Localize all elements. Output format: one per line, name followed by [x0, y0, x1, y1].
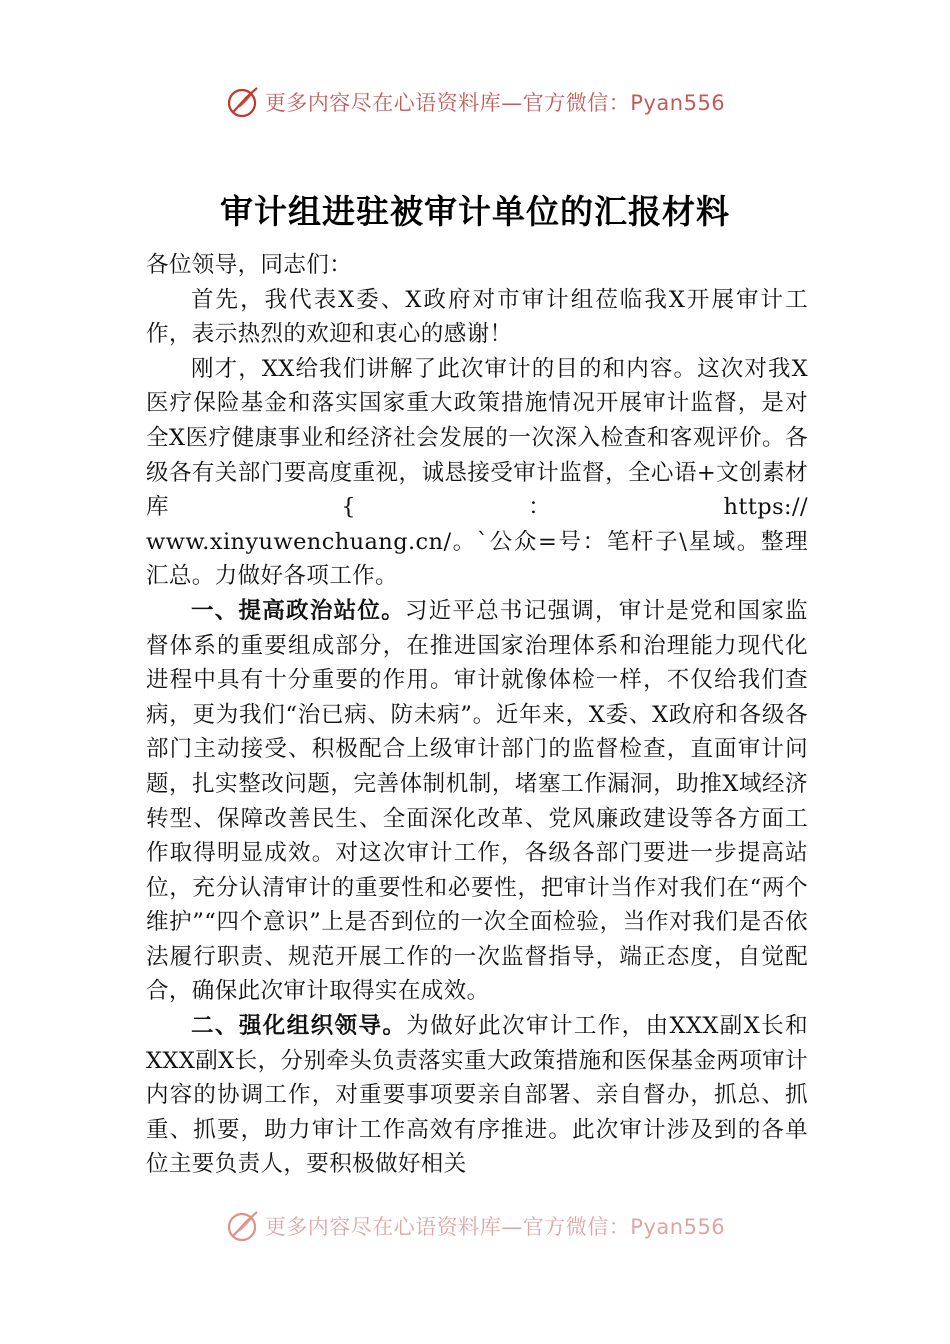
section-heading: 一、提高政治站位。 [191, 597, 405, 624]
document-title: 审计组进驻被审计单位的汇报材料 [220, 192, 730, 231]
feather-logo-icon [225, 1208, 261, 1244]
header-watermark [0, 82, 950, 122]
footer-watermark [0, 1208, 950, 1244]
feather-logo-icon [225, 84, 261, 120]
salutation: 各位领导，同志们： [146, 252, 353, 278]
section-text: 为做好此次审计工作，由XXX副X长和XXX副X长，分别牵头负责落实重大政策措施和医保基金两项审计内容的协调工作，对重要事项要亲自部署、亲自督办，抓总、抓重、抓要，助力审计工作高效有序推进。此次审计涉及到的各单位主要负责人，要积极做好相关 [146, 1013, 808, 1178]
section-organization-leadership [146, 1009, 808, 1182]
paragraph-welcome: 首先，我代表X委、X政府对市审计组莅临我X开展审计工作，表示热烈的欢迎和衷心的感谢！ [146, 286, 808, 348]
header-watermark-text: 更多内容尽在心语资料库—官方微信：Pyan556 [264, 91, 726, 115]
paragraph-purpose-continued: www.xinyuwenchuang.cn/。`公众=号：笔杆子\星域。整理汇总。力做好各项工作。 [146, 528, 808, 590]
section-heading: 二、强化组织领导。 [191, 1013, 407, 1040]
paragraph-purpose: 刚才，XX给我们讲解了此次审计的目的和内容。这次对我X医疗保险基金和落实国家重大政策措施情况开展审计监督，是对全X医疗健康事业和经济社会发展的一次深入检查和客观评价。各级各有关部门要高度重视，诚恳接受审计监督，全心语+文创素材库{：https:// [146, 355, 808, 521]
footer-watermark-text: 更多内容尽在心语资料库—官方微信：Pyan556 [264, 1215, 726, 1239]
section-political-stance [146, 594, 808, 1009]
section-text: 习近平总书记强调，审计是党和国家监督体系的重要组成部分，在推进国家治理体系和治理能力现代化进程中具有十分重要的作用。审计就像体检一样，不仅给我们查病，更为我们“治已病、防未病”。近年来，X委、X政府和各级各部门主动接受、积极配合上级审计部门的监督检查，直面审计问题，扎实整改问题，完善体制机制，堵塞工作漏洞，助推X域经济转型、保障改善民生、全面深化改革、党风廉政建设等各方面工作取得明显成效。对这次审计工作，各级各部门要进一步提高站位，充分认清审计的重要性和必要性，把审计当作对我们在“两个维护”“四个意识”上是否到位的一次全面检验，当作对我们是否依法履行职责、规范开展工作的一次监督指导，端正态度，自觉配合，确保此次审计取得实在成效。 [146, 597, 808, 1005]
document-body [146, 248, 808, 1216]
